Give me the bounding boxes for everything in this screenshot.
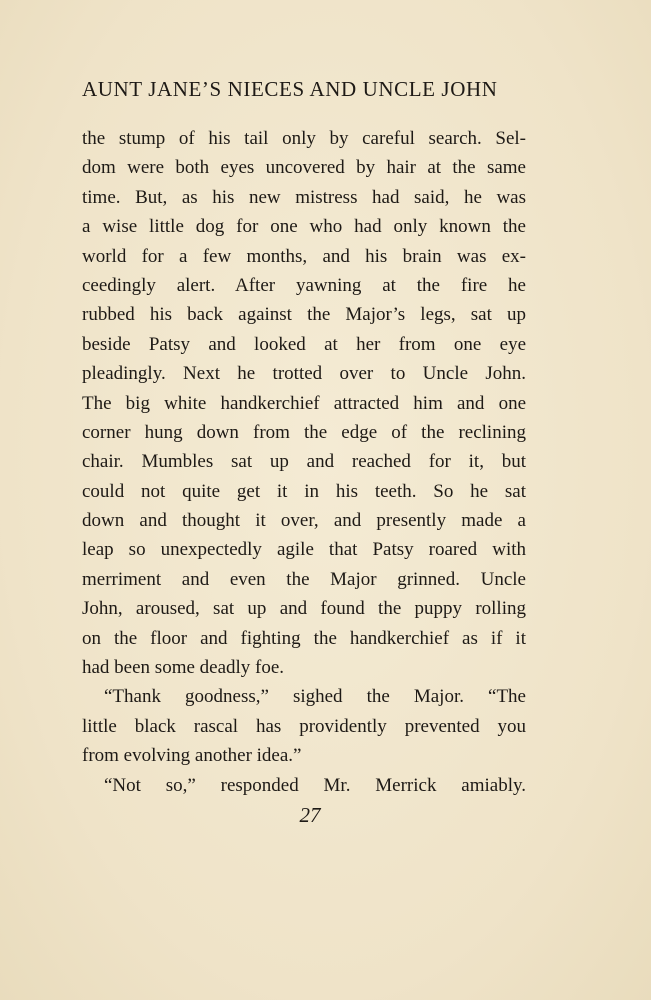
text-line: beside Patsy and looked at her from one eye [82,333,526,355]
text-line: dom were both eyes uncovered by hair at the same [82,157,526,179]
text-line: chair. Mumbles sat up and reached for it, but [82,451,526,473]
text-line: had been some deadly foe. [82,657,285,679]
page-number: 27 [299,803,321,827]
text-line: a wise little dog for one who had only known the [82,216,526,238]
text-line: merriment and even the Major grinned. Uncle [82,568,526,590]
text-line: world for a few months, and his brain was ex- [82,245,526,267]
text-line: little black rascal has providently prevented you [82,715,526,737]
paragraph-1 [82,124,526,682]
text-line: corner hung down from the edge of the reclining [82,421,526,443]
text-line: “Thank goodness,” sighed the Major. “The [104,686,526,708]
text-line: John, aroused, sat up and found the puppy rolling [82,598,526,620]
text-line: from evolving another idea.” [82,745,302,767]
text-line: down and thought it over, and presently made a [82,510,526,532]
running-head: AUNT JANE’S NIECES AND UNCLE JOHN [82,77,498,101]
paragraph-3 [82,771,526,800]
text-line: time. But, as his new mistress had said, he was [82,186,526,208]
text-line: the stump of his tail only by careful search. Sel- [82,128,526,149]
text-line: rubbed his back against the Major’s legs, sat up [82,304,526,326]
text-line: on the floor and fighting the handkerchief as if it [82,627,526,649]
text-line: ceedingly alert. After yawning at the fire he [82,274,526,296]
text-line: “Not so,” responded Mr. Merrick amiably. [104,774,526,796]
paragraph-2 [82,682,526,770]
text-line: pleadingly. Next he trotted over to Uncle John. [82,363,526,385]
body-text [82,124,526,800]
text-line: could not quite get it in his teeth. So he sat [82,480,526,502]
text-line: leap so unexpectedly agile that Patsy roared with [82,539,526,561]
text-line: The big white handkerchief attracted him and one [82,392,526,414]
